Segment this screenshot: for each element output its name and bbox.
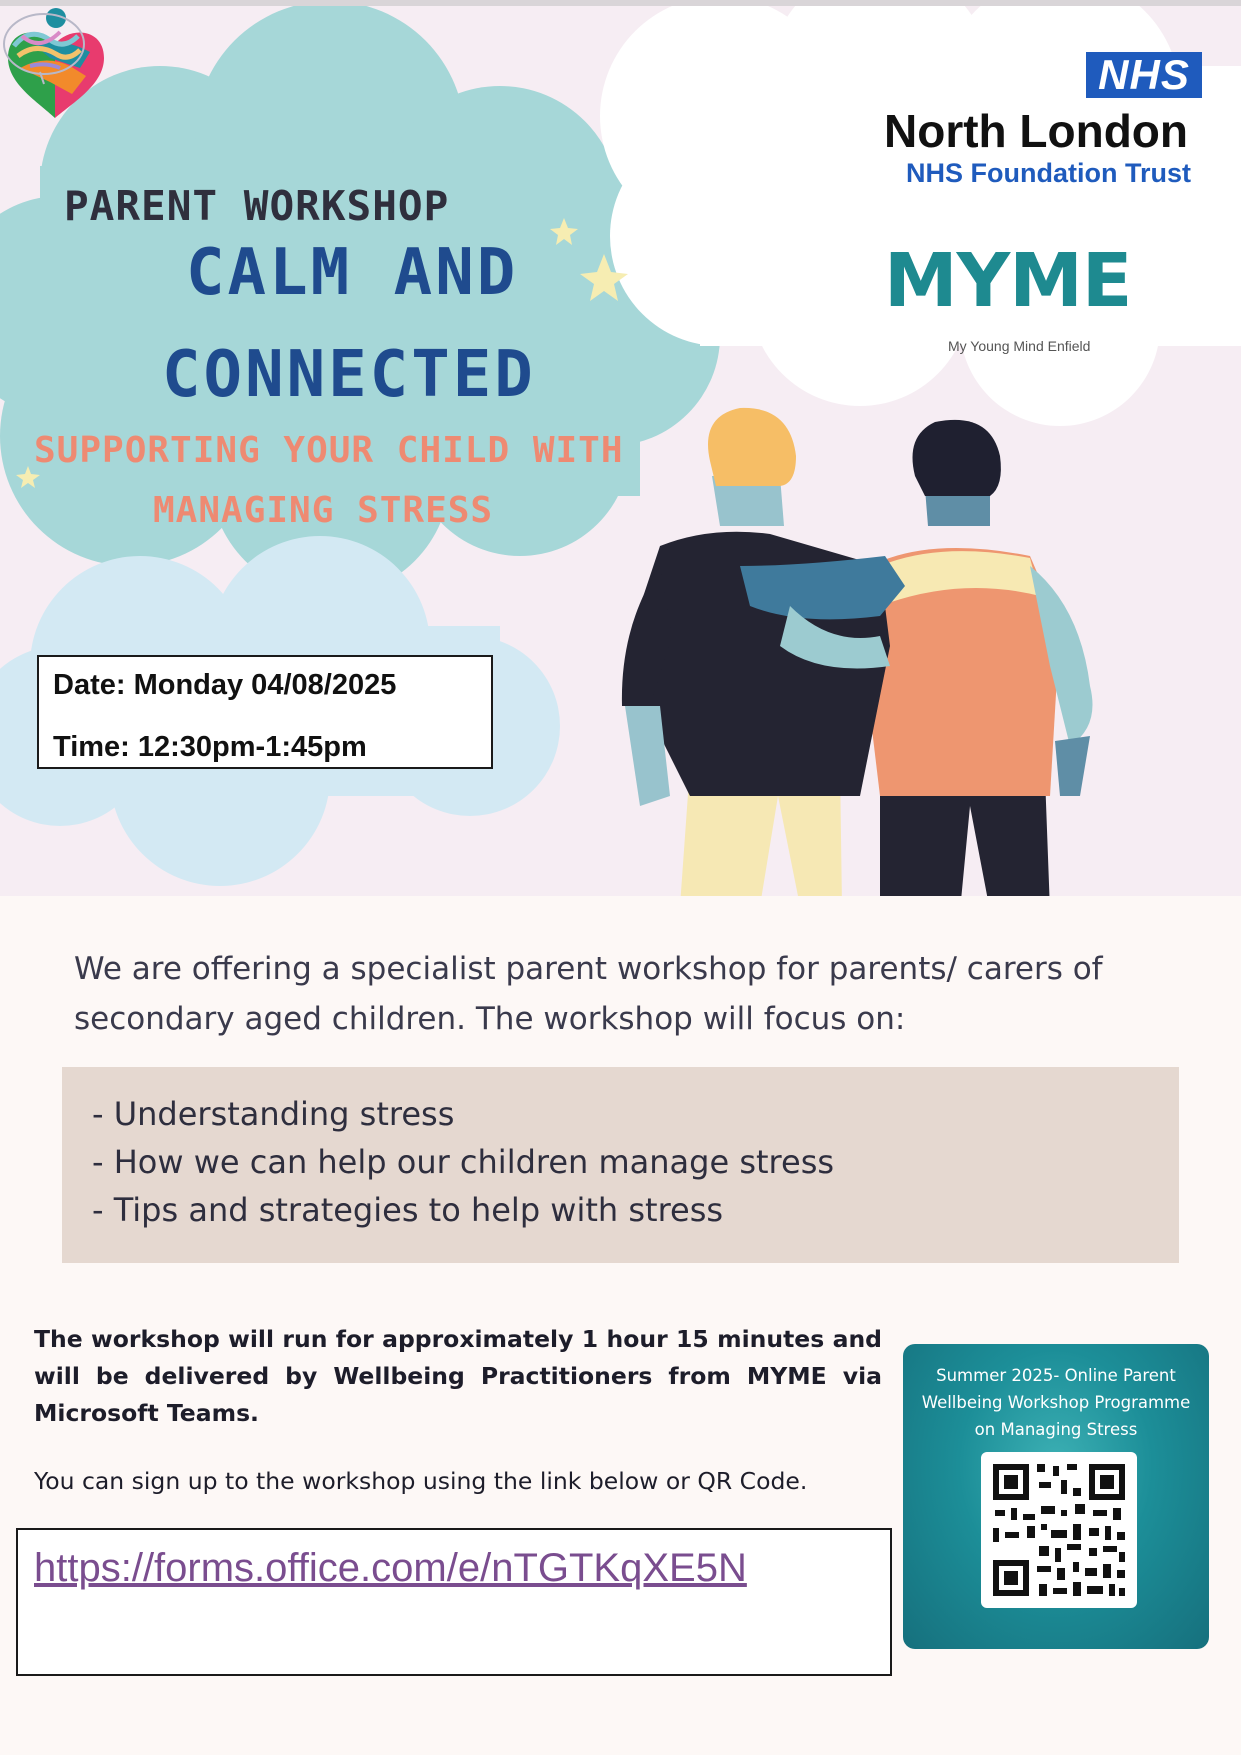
trust-subtitle: NHS Foundation Trust bbox=[906, 158, 1191, 188]
subtitle-line-1: SUPPORTING YOUR CHILD WITH bbox=[34, 430, 624, 471]
trust-name: North London bbox=[884, 105, 1189, 157]
details-paragraph: The workshop will run for approximately 1 hour 15 minutes and will be delivered by Wellbeing Practitioners from MYME via Microsoft Teams. bbox=[34, 1325, 882, 1427]
qr-card-title bbox=[903, 1362, 1209, 1443]
focus-list bbox=[62, 1067, 1179, 1263]
intro-paragraph: We are offering a specialist parent workshop for parents/ carers of secondary aged children. The workshop will focus on: bbox=[74, 951, 1103, 1037]
people-illustration bbox=[622, 408, 1093, 896]
title-line-1: CALM AND bbox=[186, 236, 519, 310]
event-time: Time: 12:30pm-1:45pm bbox=[53, 731, 367, 763]
focus-item: - How we can help our children manage stress bbox=[92, 1143, 835, 1181]
link-box bbox=[16, 1528, 892, 1676]
qr-title-line: on Managing Stress bbox=[974, 1420, 1138, 1439]
myme-subtitle: My Young Mind Enfield bbox=[948, 338, 1091, 354]
workshop-eyebrow: PARENT WORKSHOP bbox=[64, 182, 450, 230]
focus-item: - Tips and strategies to help with stress bbox=[92, 1191, 724, 1229]
myme-logo: MYME bbox=[884, 238, 1132, 324]
title-line-2: CONNECTED bbox=[162, 338, 536, 412]
subtitle-line-2: MANAGING STRESS bbox=[153, 490, 494, 531]
nhs-logo-badge: NHS bbox=[1086, 52, 1202, 98]
signup-text: You can sign up to the workshop using the link below or QR Code. bbox=[34, 1467, 808, 1495]
hero-banner bbox=[0, 6, 1241, 896]
qr-code[interactable] bbox=[981, 1452, 1137, 1608]
focus-item: - Understanding stress bbox=[92, 1095, 455, 1133]
qr-title-line: Wellbeing Workshop Programme bbox=[921, 1393, 1191, 1412]
brain-icon bbox=[0, 6, 90, 86]
date-time-box bbox=[37, 655, 493, 769]
qr-code-icon bbox=[981, 1452, 1137, 1608]
event-date: Date: Monday 04/08/2025 bbox=[53, 669, 397, 701]
qr-card bbox=[903, 1344, 1209, 1649]
signup-link[interactable]: https://forms.office.com/e/nTGTKqXE5N bbox=[34, 1546, 747, 1590]
qr-title-line: Summer 2025- Online Parent bbox=[936, 1366, 1176, 1385]
